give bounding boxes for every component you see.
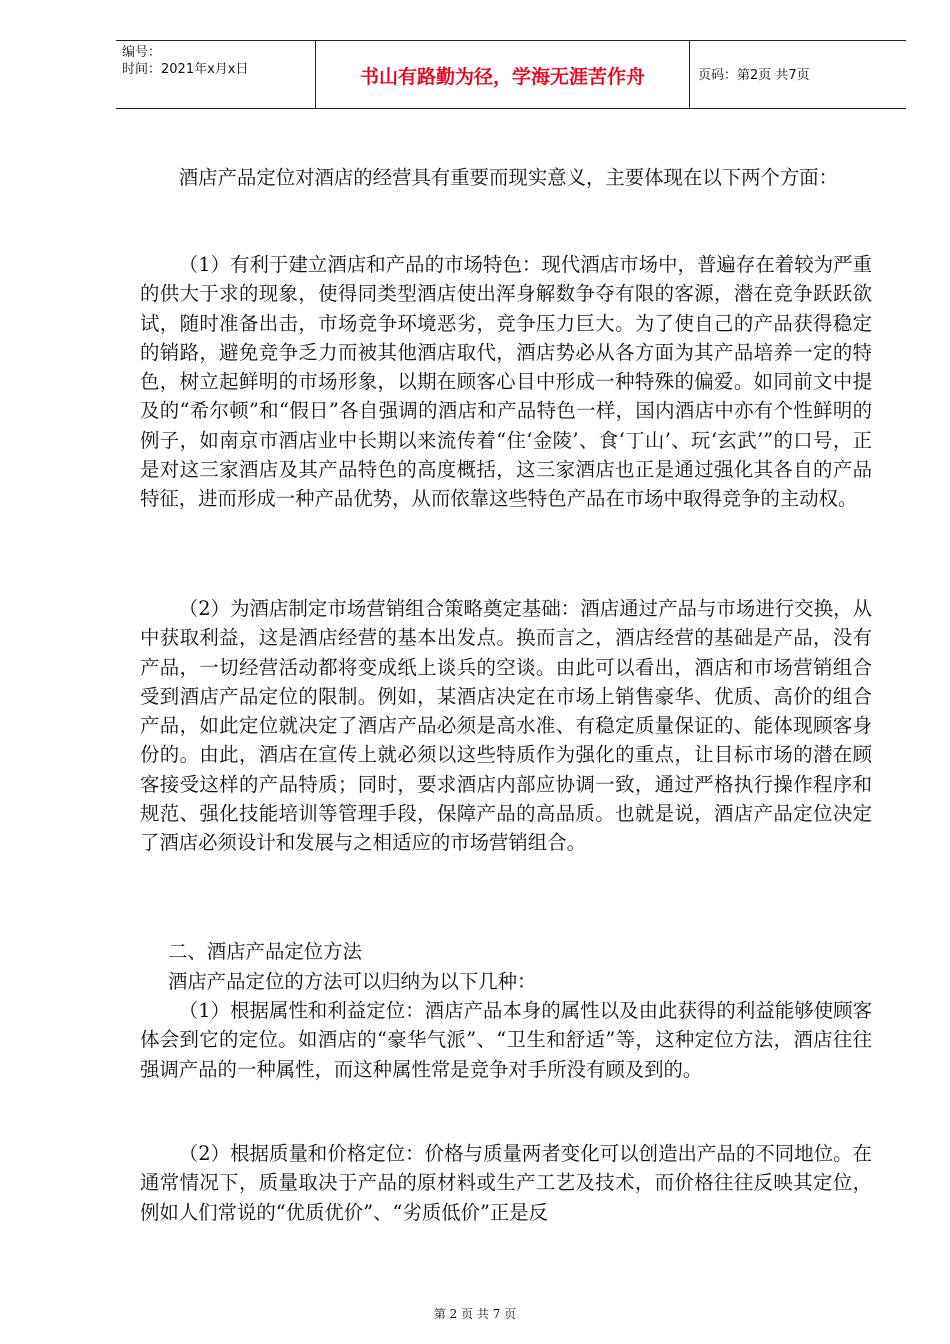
document-header bbox=[116, 40, 906, 109]
motto: 书山有路勤为径，学海无涯苦作舟 bbox=[359, 66, 645, 88]
header-page-cell bbox=[690, 41, 906, 108]
point2-paragraph: （2）为酒店制定市场营销组合策略奠定基础：酒店通过产品与市场进行交换，从中获取利益，这是酒店经营的基本出发点。换而言之，酒店经营的基础是产品，没有产品，一切经营活动都将变成纸上谈兵的空谈。由此可以看出，酒店和市场营销组合受到酒店产品定位的限制。例如，某酒店决定在市场上销售豪华、优质、高价的组合产品，如此定位就决定了酒店产品必须是高水准、有稳定质量保证的、能体现顾客身份的。由此，酒店在宣传上就必须以这些特质作为强化的重点，让目标市场的潜在顾客接受这样的产品特质；同时，要求酒店内部应协调一致，通过严格执行操作程序和规范、强化技能培训等管理手段，保障产品的高品质。也就是说，酒店产品定位决定了酒店必须设计和发展与之相适应的市场营销组合。 bbox=[140, 597, 872, 855]
page-label: 页码：第2页 共7页 bbox=[698, 68, 810, 83]
header-motto-cell bbox=[316, 41, 690, 108]
method1-paragraph: （1）根据属性和利益定位：酒店产品本身的属性以及由此获得的利益能够使顾客体会到它的定位。如酒店的“豪华气派”、“卫生和舒适”等，这种定位方法，酒店往往强调产品的一种属性，而这种属性常是竞争对手所没有顾及到的。 bbox=[140, 999, 872, 1081]
time-label: 时间：2021年x月x日 bbox=[122, 62, 249, 77]
section-title: 二、酒店产品定位方法 bbox=[168, 940, 362, 963]
point1-paragraph: （1）有利于建立酒店和产品的市场特色：现代酒店市场中，普遍存在着较为严重的供大于求的现象，使得同类型酒店使出浑身解数争夺有限的客源，潜在竞争跃跃欲试，随时准备出击，市场竞争环境恶劣，竞争压力巨大。为了使自己的产品获得稳定的销路，避免竞争乏力而被其他酒店取代，酒店势必从各方面为其产品培养一定的特色，树立起鲜明的市场形象，以期在顾客心目中形成一种特殊的偏爱。如同前文中提及的“希尔顿”和“假日”各自强调的酒店和产品特色一样，国内酒店中亦有个性鲜明的例子，如南京市酒店业中长期以来流传着“住‘金陵’、食‘丁山’、玩‘玄武’”的口号，正是对这三家酒店及其产品特色的高度概括，这三家酒店也正是通过强化其各自的产品特征，进而形成一种产品优势，从而依靠这些特色产品在市场中取得竞争的主动权。 bbox=[140, 253, 872, 511]
methods-intro: 酒店产品定位的方法可以归纳为以下几种： bbox=[168, 970, 537, 993]
header-meta-cell bbox=[116, 41, 316, 108]
code-label: 编号： bbox=[122, 45, 162, 60]
page-footer: 第 2 页 共 7 页 bbox=[433, 1307, 517, 1321]
method2-paragraph: （2）根据质量和价格定位：价格与质量两者变化可以创造出产品的不同地位。在通常情况下，质量取决于产品的原材料或生产工艺及技术，而价格往往反映其定位，例如人们常说的“优质优价”、“劣质低价”正是反 bbox=[140, 1142, 872, 1224]
intro-paragraph: 酒店产品定位对酒店的经营具有重要而现实意义，主要体现在以下两个方面： bbox=[178, 166, 839, 189]
